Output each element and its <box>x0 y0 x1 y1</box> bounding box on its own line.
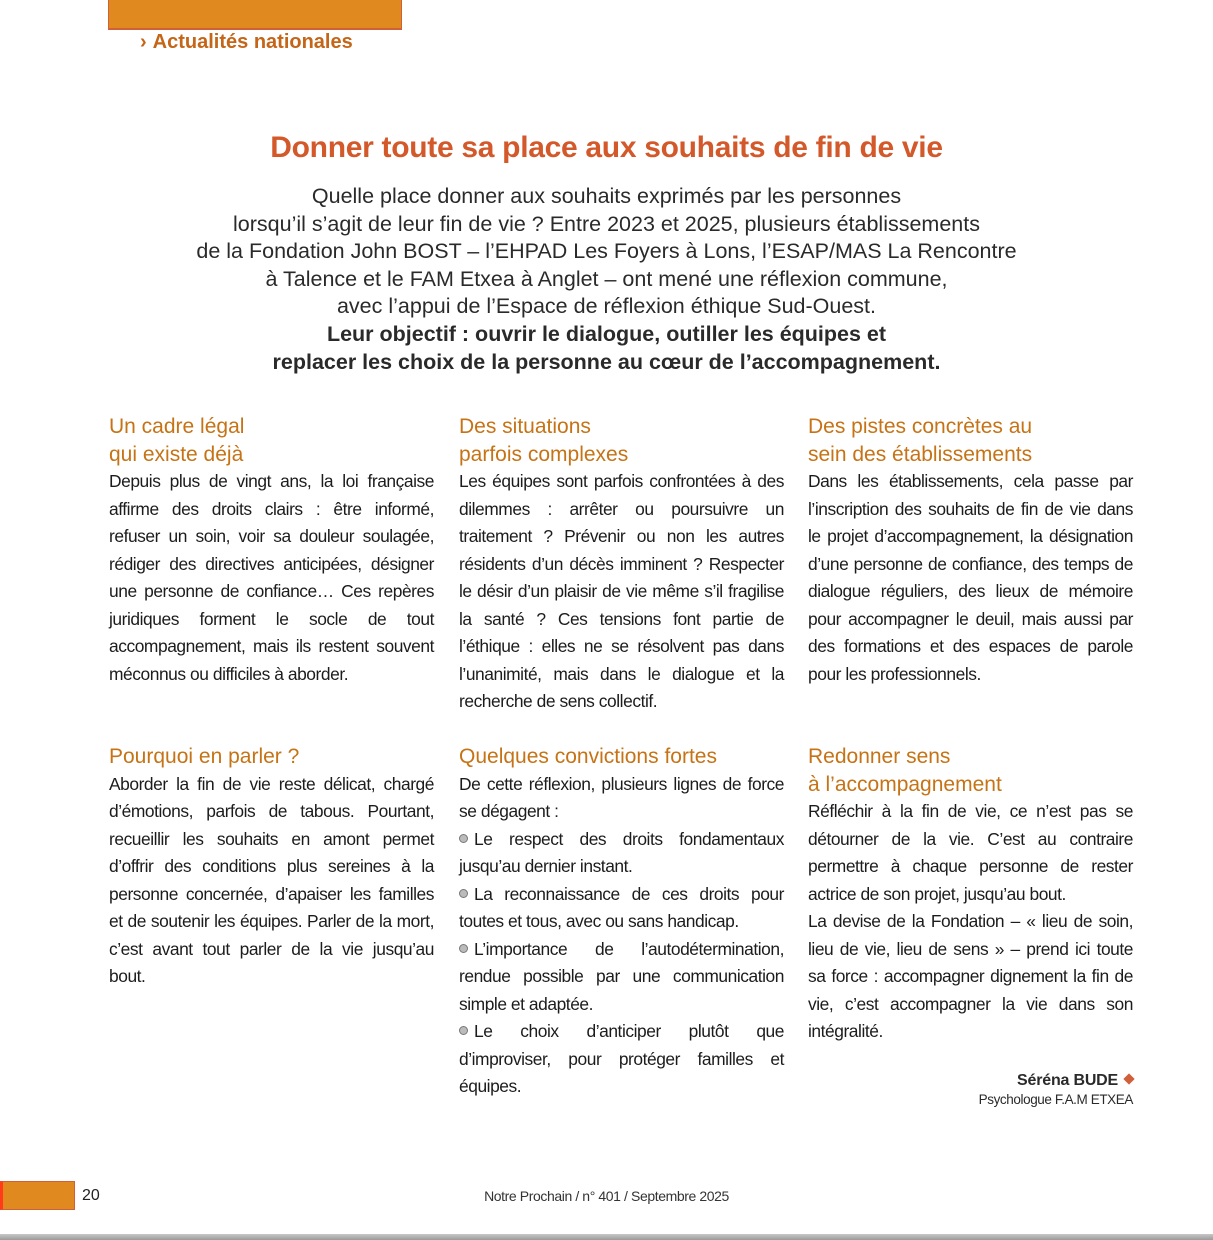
section-heading <box>459 743 784 771</box>
author-name: Séréna BUDE <box>1017 1072 1118 1089</box>
heading-line: Des situations <box>459 415 591 438</box>
article-intro <box>140 183 1073 376</box>
intro-line: avec l’appui de l’Espace de réflexion éthique Sud-Ouest. <box>336 294 877 319</box>
chevron-right-icon: › <box>140 31 147 53</box>
author-role: Psychologue F.A.M ETXEA <box>978 1092 1133 1107</box>
section-heading <box>808 743 1133 798</box>
section-heading <box>808 413 1133 468</box>
section-heading <box>459 413 784 468</box>
section-body: Depuis plus de vingt ans, la loi française affirme des droits clairs : être informé, refuser un soin, voir sa douleur soulagée, rédiger des directives anticipées, désigner une personne de confiance… Ces repères juridiques forment le socle de tout accompagnement, mais ils restent souvent méconnus ou difficiles à aborder. <box>109 471 434 684</box>
section-body-continued: La devise de la Fondation – « lieu de soin, lieu de vie, lieu de sens » – prend ici toute sa force : accompagner dignement la fin de vie, c’est accompagner la vie dans son intégralité. <box>808 911 1133 1041</box>
section-pourquoi-en-parler <box>109 743 434 991</box>
page-number: 20 <box>82 1187 100 1204</box>
heading-line: qui existe déjà <box>109 442 244 466</box>
section-body: Réfléchir à la fin de vie, ce n’est pas se détourner de la vie. C’est au contraire permettre à chaque personne de rester actrice de son projet, jusqu’au bout. <box>808 801 1133 904</box>
heading-line: à l’accompagnement <box>808 772 1002 796</box>
section-body: Les équipes sont parfois confrontées à des dilemmes : arrêter ou poursuivre un traitement ? Prévenir ou non les autres résidents d’un décès imminent ? Respecter le désir d’un plaisir de vie même s’il fragilise la santé ? Ces tensions font partie de l’éthique : elles ne se résolvent pas dans l’unanimité, mais dans le dialogue et la recherche de sens collectif. <box>459 471 784 711</box>
heading-line: sein des établissements <box>808 442 1033 466</box>
intro-line: de la Fondation John BOST – l’EHPAD Les Foyers à Lons, l’ESAP/MAS La Rencontre <box>196 239 1017 264</box>
bullet-text: L’importance de l’autodétermination, rendue possible par une communication simple et adaptée. <box>459 938 784 1014</box>
heading-line: Redonner sens <box>808 745 951 768</box>
section-body: De cette réflexion, plusieurs lignes de force se dégagent : <box>459 773 784 821</box>
heading-line: parfois complexes <box>459 442 629 466</box>
bullet-icon <box>459 834 468 843</box>
bullet-icon <box>459 889 468 898</box>
section-situations-complexes <box>459 413 784 716</box>
bullet-icon <box>459 944 468 953</box>
intro-objective-line: Leur objectif : ouvrir le dialogue, outiller les équipes et <box>326 321 887 346</box>
author-signature <box>979 1072 1133 1107</box>
heading-line: Des pistes concrètes au <box>808 415 1033 438</box>
section-label-text: Actualités nationales <box>152 31 353 53</box>
bullet-text: Le choix d’anticiper plutôt que d’improviser, pour protéger familles et équipes. <box>459 1021 784 1096</box>
section-heading <box>109 413 434 468</box>
page-edge <box>0 1234 1213 1240</box>
header-color-band <box>108 0 402 30</box>
section-pistes-concretes <box>808 413 1133 688</box>
diamond-icon <box>1123 1074 1134 1085</box>
section-redonner-sens <box>808 743 1133 1046</box>
bullet-item <box>459 1018 784 1101</box>
intro-line: Quelle place donner aux souhaits exprimés par les personnes <box>311 184 902 208</box>
heading-line: Un cadre légal <box>109 415 245 438</box>
section-label <box>140 31 353 54</box>
intro-line: à Talence et le FAM Etxea à Anglet – ont mené une réflexion commune, <box>265 266 948 291</box>
section-heading <box>109 743 434 771</box>
section-cadre-legal <box>109 413 434 688</box>
bullet-item <box>459 881 784 936</box>
publication-info: Notre Prochain / n° 401 / Septembre 2025 <box>484 1188 729 1204</box>
article-title: Donner toute sa place aux souhaits de fin de vie <box>270 131 943 165</box>
section-body: Dans les établissements, cela passe par l’inscription des souhaits de fin de vie dans le projet d’accompagnement, la désignation d’une personne de confiance, des temps de dialogue réguliers, des lieux de mémoire pour accompagner le deuil, mais aussi par des formations et des espaces de parole pour les professionnels. <box>808 471 1133 684</box>
bullet-icon <box>459 1026 468 1035</box>
bullet-item <box>459 936 784 1019</box>
heading-line: Quelques convictions fortes <box>459 745 717 768</box>
heading-line: Pourquoi en parler ? <box>109 745 300 768</box>
bullet-text: La reconnaissance de ces droits pour toutes et tous, avec ou sans handicap. <box>459 883 784 931</box>
intro-objective-line: replacer les choix de la personne au cœur de l’accompagnement. <box>272 349 941 374</box>
bullet-item <box>459 826 784 881</box>
section-body: Aborder la fin de vie reste délicat, chargé d’émotions, parfois de tabous. Pourtant, recueillir les souhaits en amont permet d’offrir des conditions plus sereines à la personne concernée, d’apaiser les familles et de soutenir les équipes. Parler de la mort, c’est avant tout parler de la vie jusqu’au bout. <box>109 773 434 986</box>
intro-line: lorsqu’il s’agit de leur fin de vie ? Entre 2023 et 2025, plusieurs établissements <box>233 211 980 236</box>
bullet-text: Le respect des droits fondamentaux jusqu’au dernier instant. <box>459 828 784 876</box>
section-convictions-fortes <box>459 743 784 1101</box>
author-name-row <box>979 1072 1133 1090</box>
